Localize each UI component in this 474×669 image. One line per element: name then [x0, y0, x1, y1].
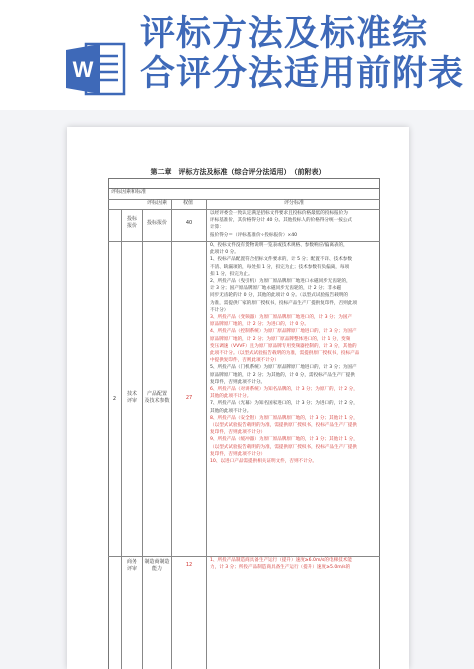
criteria-line: 9、所投产品（缓冲器）为原厂原品牌原厂地的，计 3 分；其他计 1 分，: [210, 437, 358, 443]
criteria-line: 复印件，否则此项不计分）: [210, 451, 266, 457]
criteria-line: 不计分）: [210, 307, 229, 313]
criteria-line: 原品牌原厂地的，计 2 分；为原厂原品牌整体进口的，计 1 分，变频: [210, 336, 351, 342]
document-title: 第二章 评标方法及标准（综合评分法适用） （前附表）: [150, 168, 326, 176]
col-divider-3: [171, 199, 172, 669]
criteria-line: 1、所投产品制造商具备生产运行（提升）速度≥6.0m/s的电梯技术能: [210, 558, 352, 563]
page-title: [140, 14, 474, 94]
table-layer: [67, 127, 409, 669]
criteria-line: 5、所投产品（门机系统）为原厂原品牌原厂地进口的，计 3 分；为国产: [210, 365, 357, 371]
row1-criteria: [210, 210, 378, 239]
criteria-line: （以型式试验报告载明的为准，需提供原厂授权书，投标产品生产厂提供: [210, 444, 358, 450]
criteria-line: 变压调速（VVVF）且为原厂原品牌专用变频器控制的，计 3 分，其他的: [210, 343, 357, 349]
row1-subfactor: 投标报价: [146, 220, 167, 226]
criteria-line: 其他的此项不计分。: [210, 394, 252, 400]
criteria-line: 报价得分＝（评标基准价÷投标报价）×40: [210, 232, 298, 238]
criteria-line: 同步无齿轮的计 0 分，其他的此项计 0 分。（以型式试验报告载明的: [210, 293, 349, 299]
row2-factor: 技术 评审: [126, 391, 137, 404]
row3-weight: 12: [185, 562, 193, 568]
criteria-line: 4、所投产品（控制系统）为原厂原品牌原厂地进口的，计 3 分；为国产: [210, 329, 357, 335]
section-divider: [108, 188, 380, 189]
criteria-line: 此项计 0 分。: [210, 250, 239, 256]
criteria-line: 其他的此项不计分。: [210, 408, 252, 414]
row2-index: 2: [112, 396, 117, 402]
row1-factor: 投标 报价: [126, 216, 137, 229]
col-divider-2: [142, 209, 143, 669]
row3-subfactor: 制造商制造 能力: [144, 559, 170, 572]
col-divider-4: [206, 199, 207, 669]
criteria-line: 评标基准价，其价格得分计 40 分。其他投标人的价格得分统一按公式: [210, 218, 352, 224]
criteria-line: 6、所投产品（对讲系统）为知名品牌的，计 3 分；为原厂的，计 2 分，: [210, 387, 358, 393]
criteria-line: 不清、缺漏项的，每处扣 1 分，扣完为止；技术参数有负偏离，每项: [210, 264, 350, 270]
row2-weight: 27: [185, 395, 193, 401]
banner: [0, 0, 474, 110]
criteria-line: 为准，需提供厂家的原厂授权书，投标产品生产厂提供复印件，否则此项: [210, 300, 358, 306]
criteria-line: 此项不计分。（以型式试验报告载明的为准，需提供原厂授权书，投标产品: [210, 351, 360, 357]
title-line-2: 合评分法适用前附表: [140, 54, 465, 94]
header-factor: 评标因素: [146, 200, 167, 206]
criteria-line: 10、以进口产品需提供相关证明文件，否则不计分。: [210, 459, 317, 465]
header-detail: 评分标准: [283, 200, 304, 206]
criteria-line: 以经评委会一致认定满足招标文件要求且投标价格最低的投标报价为: [210, 211, 348, 216]
col-divider-1: [121, 209, 122, 669]
criteria-line: 原品牌原厂地的，计 2 分；为进口的，计 0 分。: [210, 322, 309, 328]
word-icon: [64, 40, 128, 98]
row3-criteria: [210, 557, 378, 571]
row2-subfactor: 产品配置 及技术参数: [144, 391, 170, 404]
criteria-line: 原品牌原厂地的，计 2 分；为其他的，计 0 分，需投标产品生产厂提供: [210, 372, 355, 378]
section-label: 评标因素和标准: [111, 189, 147, 195]
criteria-line: 8、所投产品（安全钳）为原厂原品牌原厂地的，计 3 分；其他计 1 分，: [210, 415, 358, 421]
criteria-line: 2、所投产品（曳引机）为原厂原品牌原厂地进口永磁同步无齿轮的，: [210, 279, 351, 285]
criteria-line: 力，计 3 分；所投产品制造商具备生产运行（提升）速度≥5.0m/s的: [210, 565, 351, 571]
criteria-line: 3、所投产品（变频器）为原厂原品牌原厂地进口的，计 3 分；为国产: [210, 315, 352, 321]
criteria-line: （以型式试验报告载明的为准，需提供原厂授权书，投标产品生产厂提供: [210, 423, 358, 429]
row3-factor: 商务 评审: [126, 559, 137, 572]
criteria-line: 复印件，否则此项不计分）: [210, 430, 266, 436]
criteria-line: 扣 1 分，扣完为止。: [210, 271, 253, 277]
logo-letter: W: [72, 57, 94, 82]
criteria-line: 中提供复印件，否则此项不计分）: [210, 358, 279, 364]
row1-weight: 40: [185, 220, 193, 226]
row2-criteria: [210, 242, 378, 465]
criteria-line: 1、投标产品配置符合招标文件要求的，计 5 分；配置不详、技术参数: [210, 257, 352, 263]
criteria-line: 复印件，否则此项不计分。: [210, 379, 266, 385]
header-weight: 权值: [182, 200, 193, 206]
title-line-1: 评标方法及标准综: [140, 14, 429, 54]
criteria-line: 7、所投产品（光幕）为知名国家进口的，计 3 分；为进口的，计 2 分，: [210, 401, 358, 407]
criteria-line: 计 3 分；国产原品牌原厂地永磁同步无齿轮的，计 2 分；非永磁: [210, 286, 342, 292]
criteria-line: 0、投标文件没有货物说明一览表或技术规格、参数响应/偏离表的，: [210, 243, 348, 248]
criteria-line: 计算：: [210, 225, 224, 231]
